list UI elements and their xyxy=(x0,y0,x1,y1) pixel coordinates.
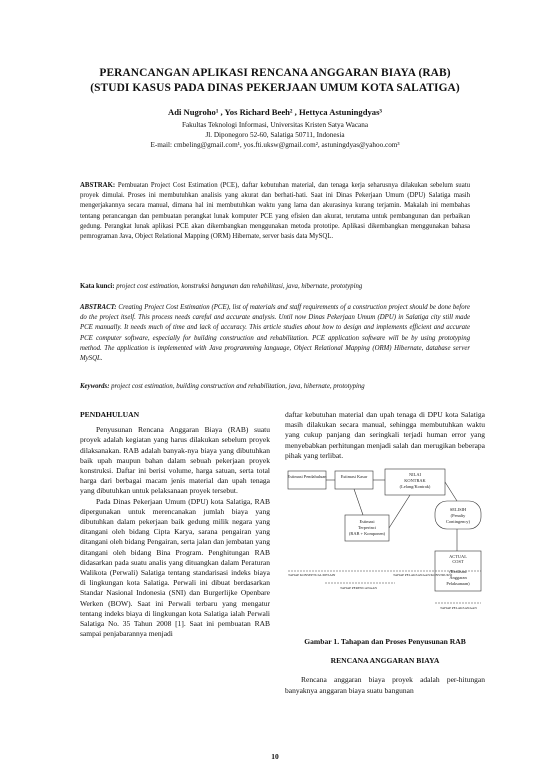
stage4-label: TAHAP PELAKSANAAN xyxy=(440,606,477,610)
address: Jl. Diponegoro 52-60, Salatiga 50711, Indonesia xyxy=(205,131,345,139)
box6-line3: (Realisasi xyxy=(449,569,467,574)
box6-line4: Anggaran xyxy=(449,575,467,580)
kata-kunci-block xyxy=(80,282,470,292)
right-column-lower xyxy=(285,637,485,696)
abstract-text: Creating Project Cost Estimation (PCE), list of materials and staff requirements of a construction project should be done before do the project itself. This process needs careful and accurate analysis. Until now Dinas Pekerjaan Umum (DPU) in Salatiga city still made PCE manually. It needs much of time and lack of accuracy. This article studies about how to design and implements efficient and accurate PCE computer software, especially for building construction and rehabilitation. PCE application software will be by using prototyping method. The application is implemented with Java programming language, Object Relational Mapping (ORM) Hibernate, database server MySQL. xyxy=(80,304,471,363)
stage1-label: TAHAP KONSEPTUAL/DESAIN xyxy=(288,573,336,577)
box6-line2: COST xyxy=(452,559,464,564)
affiliation: Fakultas Teknologi Informasi, Universitas Kristen Satya Wacana xyxy=(181,121,369,129)
box5-line3: (RAB + Komponen) xyxy=(348,531,386,536)
box1-label: Estimasi Pendahuluan xyxy=(287,474,327,479)
page-number: 10 xyxy=(271,752,279,761)
box3-line1: NILAI xyxy=(409,472,421,477)
box5-line2: Terperinci xyxy=(358,525,376,530)
abstract-block xyxy=(80,303,470,364)
box4-line1: SELISIH xyxy=(449,507,467,512)
keywords-block xyxy=(80,382,470,392)
stage3-label: TAHAP PERENCANAAN xyxy=(340,586,377,590)
figure-rab-process-diagram xyxy=(285,463,485,613)
box4-line3: Contingency) xyxy=(446,519,470,524)
figure-caption: Gambar 1. Tahapan dan Proses Penyusunan RAB xyxy=(304,637,466,646)
paragraph-right-1: daftar kebutuhan material dan upah tenaga di DPU kota Salatiga masih dilakukan secara manual, sehingga membutuhkan waktu yang cukup panjang dan seringkali terjadi human error yang menyebabkan perhitungan menjadi salah dan merugikan beberapa pihak yang terlibat. xyxy=(285,410,485,460)
stage2-label: TAHAP PELAKSANAAN/KONSTRUKSI xyxy=(393,573,453,577)
title-line-1: PERANCANGAN APLIKASI RENCANA ANGGARAN BIAYA (RAB) xyxy=(99,67,451,79)
paragraph-intro-1: Penyusunan Rencana Anggaran Biaya (RAB) suatu proyek adalah kegiatan yang harus dilakukan sebelum proyek dilaksanakan. RAB adalah banyak-nya biaya yang dibutuhkan baik upah maupun bahan dalam sebuah pekerjaan proyek konstruksi. Daftar ini berisi volume, harga satuan, serta total harga dari berbagai macam jenis material dan upah tenaga yang dibutuhkan untuk pelaksanaan proyek tersebut. xyxy=(80,425,270,496)
box3-line2: KONTRAK xyxy=(404,478,426,483)
box2-label: Estimasi Kasar xyxy=(340,474,368,479)
box5-line1: Estimasi xyxy=(359,519,375,524)
author-list: Adi Nugroho¹ , Yos Richard Beeh² , Hettyca Astuningdyas³ xyxy=(167,107,382,117)
section-heading-rab: RENCANA ANGGARAN BIAYA xyxy=(330,656,440,666)
keywords-label: Keywords: xyxy=(80,383,110,390)
box4-line2: (Penalty xyxy=(450,513,466,518)
paper-title xyxy=(40,66,510,96)
abstrak-block xyxy=(80,181,470,242)
box6-line1: ACTUAL xyxy=(449,554,467,559)
box3-line3: (Lelang/Kontrak) xyxy=(399,484,431,489)
section-heading-pendahuluan: PENDAHULUAN xyxy=(80,410,140,419)
keywords-text: project cost estimation, building construction and rehabilitation, java, hibernate, prototyping xyxy=(111,383,365,390)
email-line: E-mail: cmbeling@gmail.com¹, yos.fti.uksw@gmail.com², astuningdyas@yahoo.com³ xyxy=(150,141,400,149)
abstrak-label: ABSTRAK: xyxy=(80,182,116,189)
kata-kunci-label: Kata kunci: xyxy=(80,283,115,290)
abstract-label: ABSTRACT: xyxy=(80,304,117,311)
paragraph-rab-1: Rencana anggaran biaya proyek adalah per-hitungan banyaknya anggaran biaya suatu bangunan xyxy=(285,675,485,695)
abstrak-text: Pembuatan Project Cost Estimation (PCE), daftar kebutuhan material, dan tenaga kerja seharusnya dilakukan sebelum suatu proyek dimulai. Proses ini membutuhkan analisis yang akurat dan berhati-hati. Saat ini Dinas Pekerjaan Umum (DPU) Salatiga masih mengerjakannya secara manual, dimana hal ini membutuhkan waktu yang lama dan akurasinya kurang terjamin. Makalah ini membahas tentang perancangan dan pembuatan perangkat lunak komputer PCE yang efisien dan akurat, terutama untuk pembangunan dan perbaikan gedung. Perangkat lunak aplikasi PCE akan dikembangkan menggunakan metoda prototipe. Aplikasi dikembangkan menggunakan bahasa pemrograman Java, Object Relational Mapping (ORM) Hibernate, server basis data MySQL. xyxy=(80,182,471,241)
right-column xyxy=(285,410,485,461)
paragraph-intro-2: Pada Dinas Pekerjaan Umum (DPU) kota Salatiga, RAB dipergunakan untuk merencanakan jumlah biaya yang dibutuhkan dalam pekerjaan baik gedung milik negara yang ditangani oleh bidang Cipta Karya, sarana pengairan yang ditangani oleh bidang Pengairan, serta jalan dan jembatan yang ditangani oleh bidang Bina Program. Penghitungan RAB didasarkan pada suatu analis yang dituangkan dalam Peraturan Walikota (Perwali) Salatiga tentang standarisasi indeks biaya di lingkungan kota Salatiga. Perwali ini dibuat berdasarkan Standar Nasional Indonesia (SNI) dan Burgerlijke Openbare Werken (BOW). Saat ini Perwali terbaru yang mengatur tentang indeks biaya di lingkungan kota Salatiga ialah Perwali Salatiga No. 35 Tahun 2008 [1]. Saat ini pembuatan RAB sampai penjabarannya menjadi xyxy=(80,496,270,639)
box6-line5: Pelaksanaan) xyxy=(446,581,470,586)
kata-kunci-text: project cost estimation, konstruksi bangunan dan rehabilitasi, java, hibernate, prototyping xyxy=(116,283,363,290)
left-column xyxy=(80,410,270,639)
title-line-2: (STUDI KASUS PADA DINAS PEKERJAAN UMUM KOTA SALATIGA) xyxy=(90,82,460,94)
